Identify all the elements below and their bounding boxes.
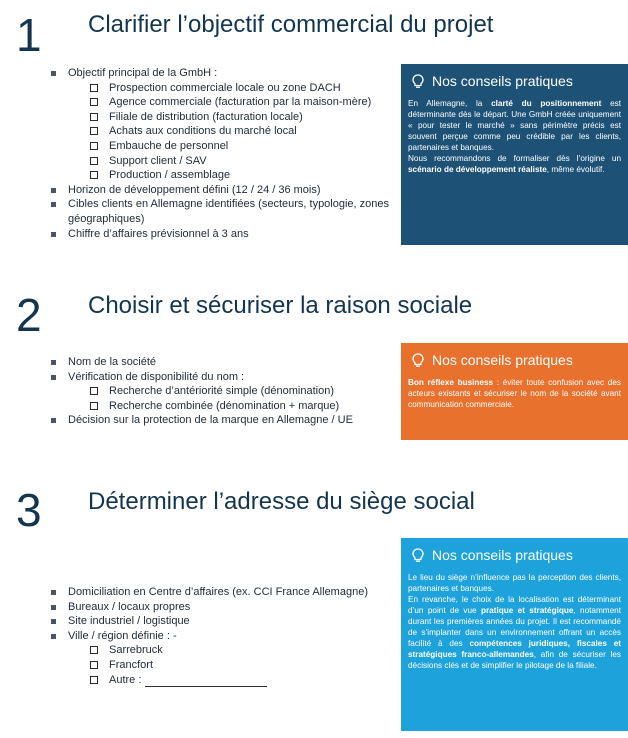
tip-header <box>412 548 621 563</box>
tip-paragraph <box>408 594 621 671</box>
checkbox-item[interactable] <box>68 139 393 154</box>
checkbox-item[interactable] <box>68 168 393 183</box>
checkbox-label: Achats aux conditions du marché local <box>109 125 297 138</box>
checkbox-label: Recherche combinée (dénomination + marque) <box>109 399 340 412</box>
section-number: 1 <box>16 9 42 61</box>
tip-emphasis: clarté du positionnement <box>491 99 602 108</box>
list-item <box>48 66 393 183</box>
checkbox-item[interactable] <box>68 81 393 96</box>
checkbox-label: Autre : <box>109 673 142 686</box>
tip-paragraph <box>408 572 621 594</box>
list-item-text: Décision sur la protection de la marque en Allemagne / UE <box>68 414 353 427</box>
tip-body <box>408 572 621 671</box>
tip-text: , même évolutif. <box>546 165 605 174</box>
tip-text: En revanche, le choix de la localisation est déterminant d’un point de vue <box>408 595 621 615</box>
checklist <box>48 66 393 241</box>
checkbox-item[interactable] <box>68 384 393 399</box>
checkbox-label: Agence commerciale (facturation par la maison-mère) <box>109 96 372 109</box>
list-item <box>48 370 393 414</box>
checklist <box>48 585 398 687</box>
tip-title: Nos conseils pratiques <box>432 73 573 89</box>
tip-text: : éviter toute confusion avec des acteurs existants et sécuriser le nom de la société avant communication commerciale. <box>408 378 621 409</box>
checkbox-label: Support client / SAV <box>109 154 207 167</box>
fill-in-line[interactable] <box>145 676 267 687</box>
tip-header <box>412 353 621 368</box>
tip-header <box>412 74 621 89</box>
checkbox-label: Prospection commerciale locale ou zone DACH <box>109 81 341 94</box>
section-title: Choisir et sécuriser la raison sociale <box>88 292 473 319</box>
list-item <box>48 197 393 226</box>
list-item-text: Site industriel / logistique <box>68 615 190 628</box>
tip-text: En Allemagne, la <box>408 99 492 108</box>
list-item-text: Horizon de développement défini (12 / 24 / 36 mois) <box>68 183 321 196</box>
list-item <box>48 614 398 629</box>
section-title: Déterminer l’adresse du siège social <box>88 488 475 515</box>
list-item-text: Domiciliation en Centre d’affaires (ex. CCI France Allemagne) <box>68 586 368 598</box>
tip-paragraph <box>408 98 621 153</box>
tip-paragraph <box>408 153 621 175</box>
list-item-text: Nom de la société <box>68 356 157 368</box>
list-item-text: Vérification de disponibilité du nom : <box>68 370 245 383</box>
list-item-text: Chiffre d’affaires prévisionnel à 3 ans <box>68 227 249 240</box>
tip-text: est déterminante dès le départ. Une GmbH créée uniquement « pour tester le marché » sans périmètre précis est souvent perçue comme peu crédible par les clients, partenaires et banques. <box>408 99 621 152</box>
tip-box <box>401 538 628 731</box>
tip-emphasis: compétences juridiques, fiscales et stratégiques franco-allemandes <box>408 639 621 659</box>
checkbox-item[interactable] <box>68 673 398 688</box>
checkbox-item[interactable] <box>68 110 393 125</box>
lightbulb-icon <box>412 353 424 368</box>
list-item <box>48 600 398 615</box>
sub-checklist <box>68 643 398 687</box>
tip-text: Nous recommandons de formaliser dès l’origine un <box>408 154 621 163</box>
tip-title: Nos conseils pratiques <box>432 352 573 368</box>
checkbox-item[interactable] <box>68 124 393 139</box>
checkbox-item[interactable] <box>68 643 398 658</box>
list-item-text: Cibles clients en Allemagne identifiées (secteurs, typologie, zones géographiques) <box>68 198 390 225</box>
tip-text: , afin de sécuriser les décisions clés et de simplifier le pilotage de la filiale. <box>408 650 621 670</box>
checkbox-item[interactable] <box>68 399 393 414</box>
tip-body <box>408 377 621 410</box>
checkbox-label: Production / assemblage <box>109 169 231 182</box>
tip-title: Nos conseils pratiques <box>432 547 573 563</box>
checkbox-label: Embauche de personnel <box>109 139 229 152</box>
tip-text: Le lieu du siège n’influence pas la perception des clients, partenaires et banques. <box>408 573 621 593</box>
tip-body <box>408 98 621 175</box>
tip-emphasis: pratique et stratégique <box>480 606 574 615</box>
tip-emphasis: scénario de développement réaliste <box>408 165 547 174</box>
section-title: Clarifier l’objectif commercial du projet <box>88 11 494 38</box>
tip-box <box>401 343 628 440</box>
list-item <box>48 183 393 198</box>
sub-checklist <box>68 384 393 413</box>
checkbox-label: Recherche d’antériorité simple (dénomination) <box>109 385 335 398</box>
section-number: 2 <box>16 289 42 341</box>
list-item <box>48 227 393 242</box>
checklist <box>48 355 393 428</box>
checkbox-item[interactable] <box>68 154 393 169</box>
list-item <box>48 355 393 370</box>
sub-checklist <box>68 81 393 183</box>
section-number: 3 <box>16 484 42 536</box>
tip-box <box>401 64 628 245</box>
list-item <box>48 413 393 428</box>
tip-emphasis: Bon réflexe business <box>408 378 494 387</box>
list-item-text: Bureaux / locaux propres <box>68 600 191 613</box>
list-item <box>48 629 398 687</box>
list-item-text: Objectif principal de la GmbH : <box>68 67 218 79</box>
lightbulb-icon <box>412 548 424 563</box>
list-item <box>48 585 398 600</box>
tip-paragraph <box>408 377 621 410</box>
checkbox-label: Francfort <box>109 658 154 671</box>
tip-text: , notamment durant les premières années du projet. Il est recommandé de s’implanter dans un environnement offrant un accès facilité à des <box>408 606 622 648</box>
checkbox-label: Filiale de distribution (facturation locale) <box>109 110 303 123</box>
checkbox-label: Sarrebruck <box>109 644 163 657</box>
checkbox-item[interactable] <box>68 658 398 673</box>
lightbulb-icon <box>412 74 424 89</box>
checkbox-item[interactable] <box>68 95 393 110</box>
list-item-text: Ville / région définie : - <box>68 629 177 642</box>
